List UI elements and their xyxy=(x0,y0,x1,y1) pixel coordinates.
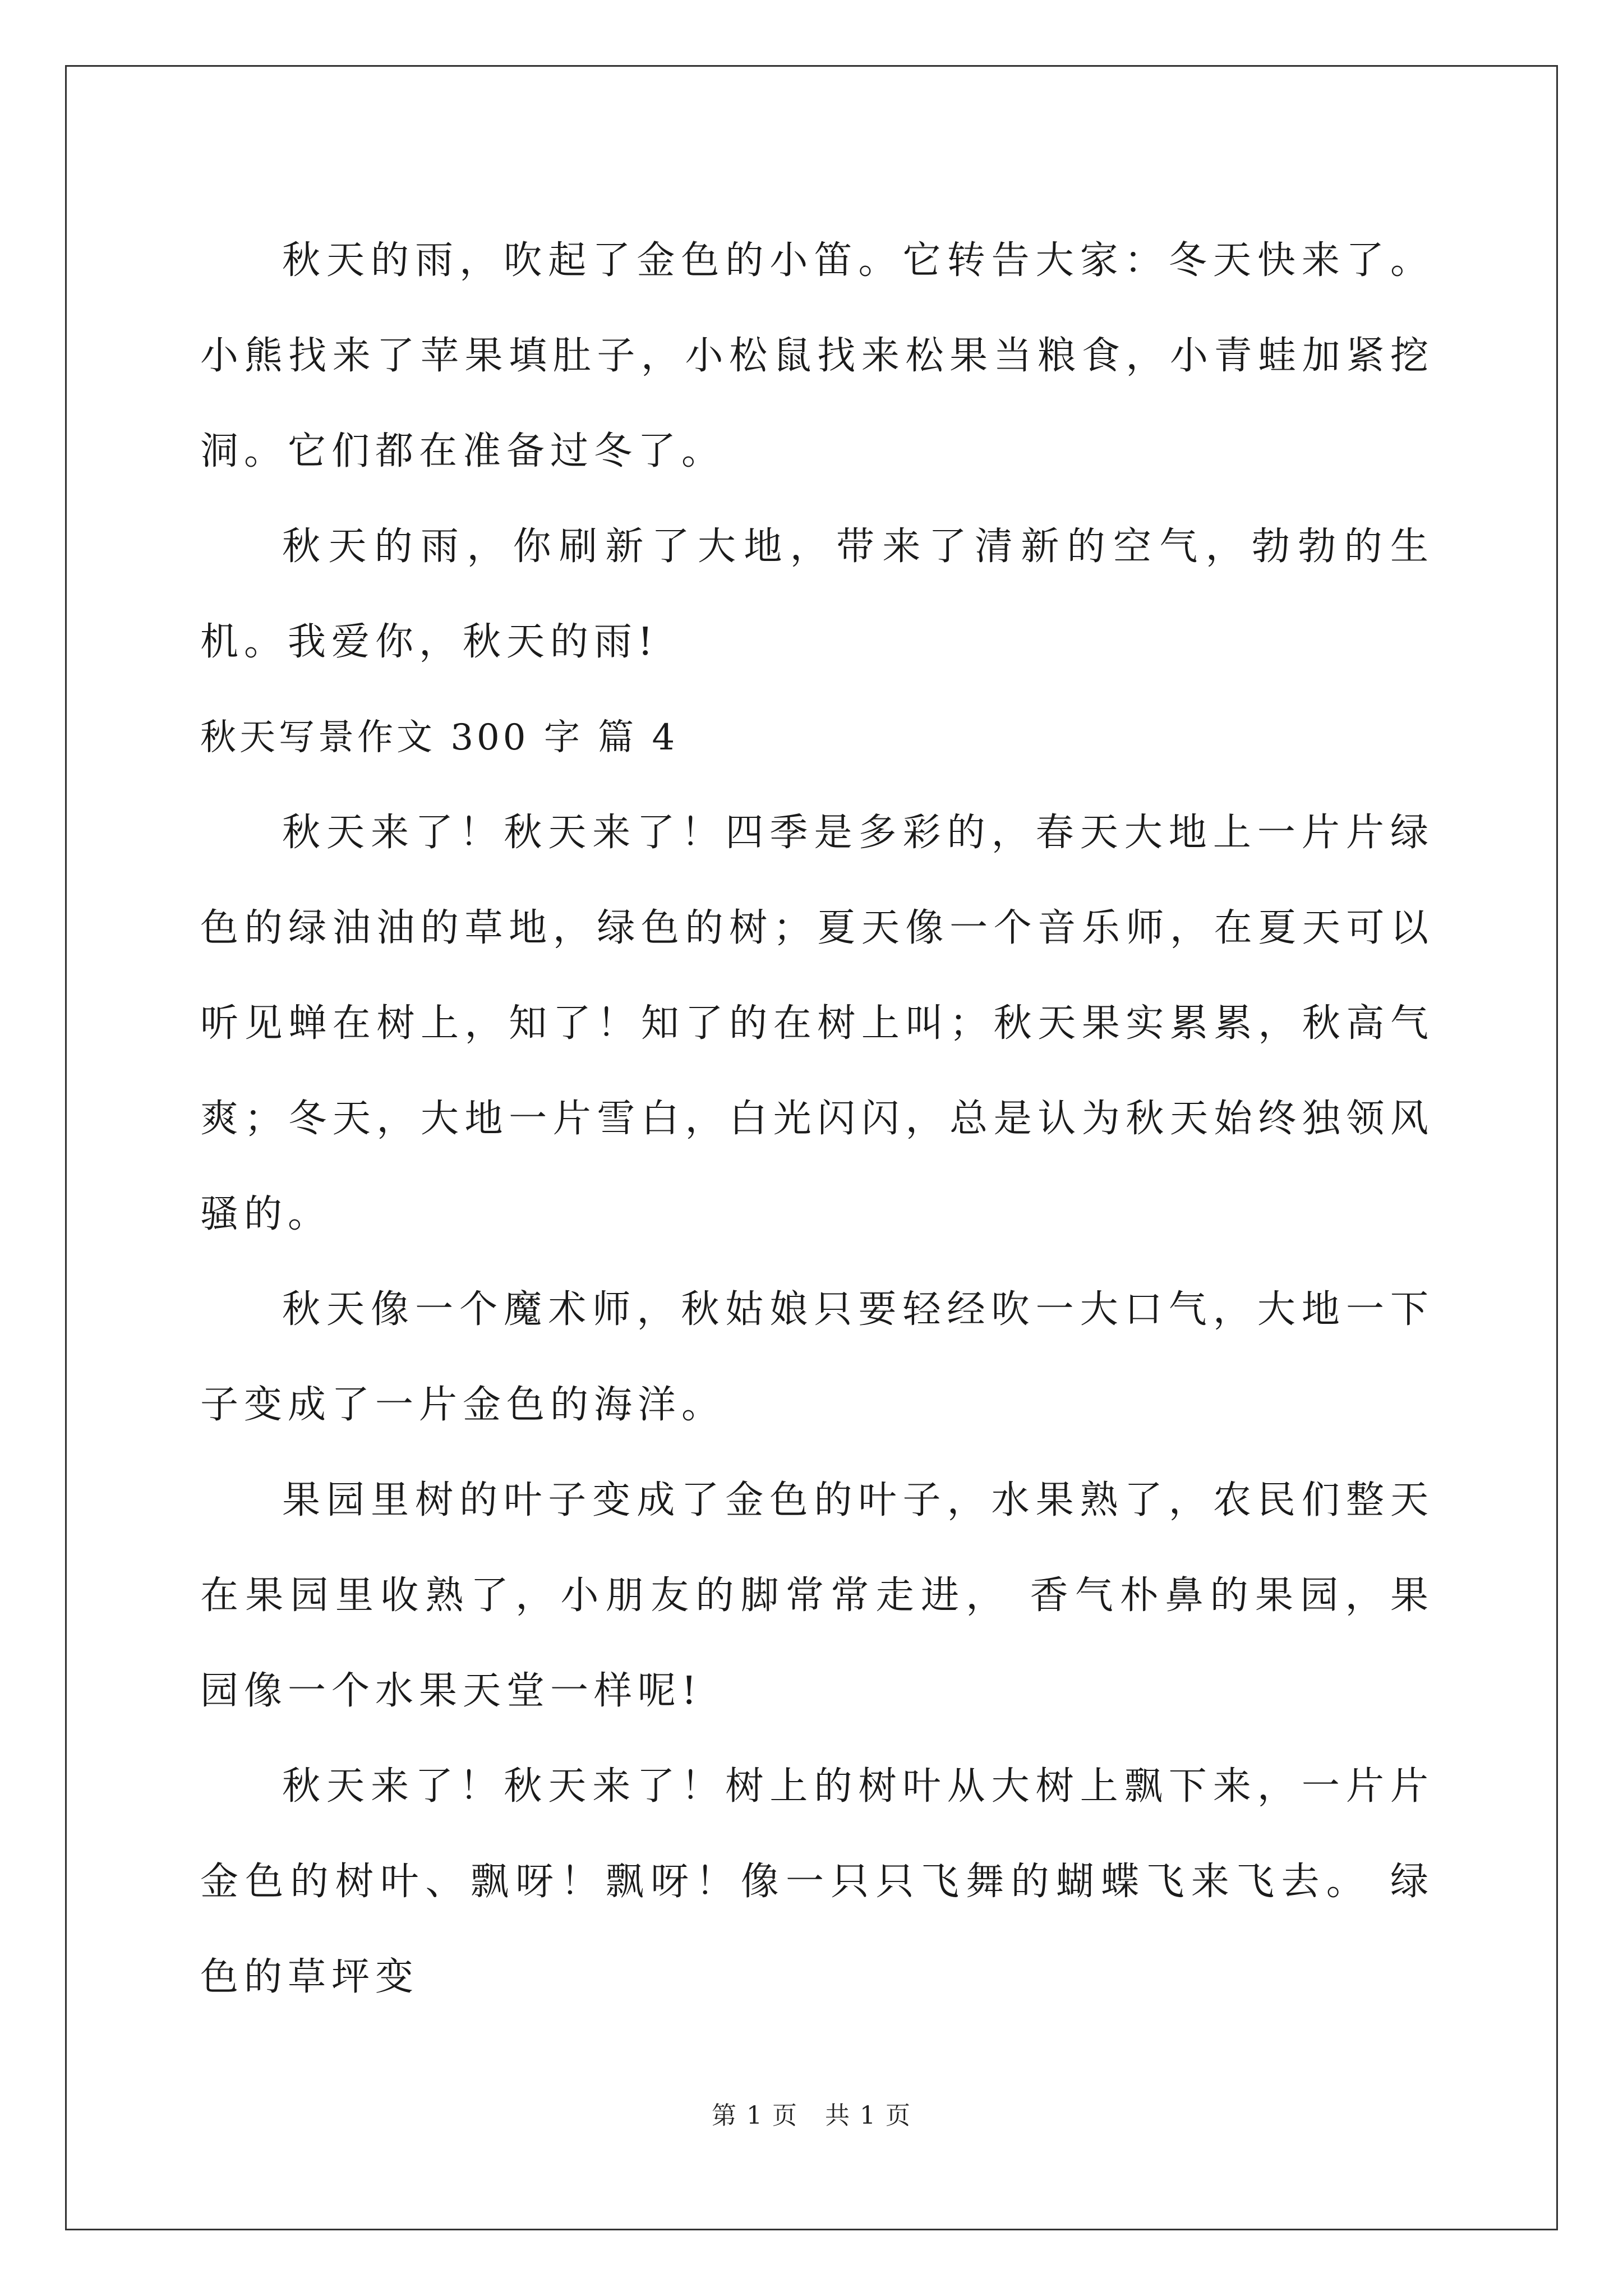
paragraph-1: 秋天的雨，吹起了金色的小笛。它转告大家：冬天快来了。小熊找来了苹果填肚子，小松鼠找来松果当粮食，小青蛙加紧挖洞。它们都在准备过冬了。 xyxy=(200,238,1434,473)
section-heading: 秋天写景作文 300 字 篇 4 xyxy=(200,717,679,758)
paragraph-5: 果园里树的叶子变成了金色的叶子，水果熟了，农民们整天在果园里收熟了，小朋友的脚常常走进， 香气朴鼻的果园，果园像一个水果天堂一样呢! xyxy=(200,1478,1434,1713)
page-footer xyxy=(0,2095,1623,2131)
paragraph-2: 秋天的雨，你刷新了大地，带来了清新的空气，勃勃的生机。我爱你，秋天的雨! xyxy=(200,524,1434,664)
document-body xyxy=(200,213,1434,2025)
paragraph-3: 秋天来了！秋天来了！四季是多彩的，春天大地上一片片绿色的绿油油的草地，绿色的树；夏天像一个音乐师，在夏天可以听见蝉在树上，知了！知了的在树上叫；秋天果实累累，秋高气爽；冬天，大地一片雪白，白光闪闪，总是认为秋天始终独领风骚的。 xyxy=(200,811,1434,1236)
paragraph-4: 秋天像一个魔术师，秋姑娘只要轻经吹一大口气，大地一下子变成了一片金色的海洋。 xyxy=(200,1287,1434,1427)
paragraph-6: 秋天来了！秋天来了！树上的树叶从大树上飘下来，一片片金色的树叶、飘呀！飘呀！像一只只飞舞的蝴蝶飞来飞去。 绿色的草坪变 xyxy=(200,1764,1434,1999)
page-number: 第 1 页 共 1 页 xyxy=(712,2101,911,2130)
